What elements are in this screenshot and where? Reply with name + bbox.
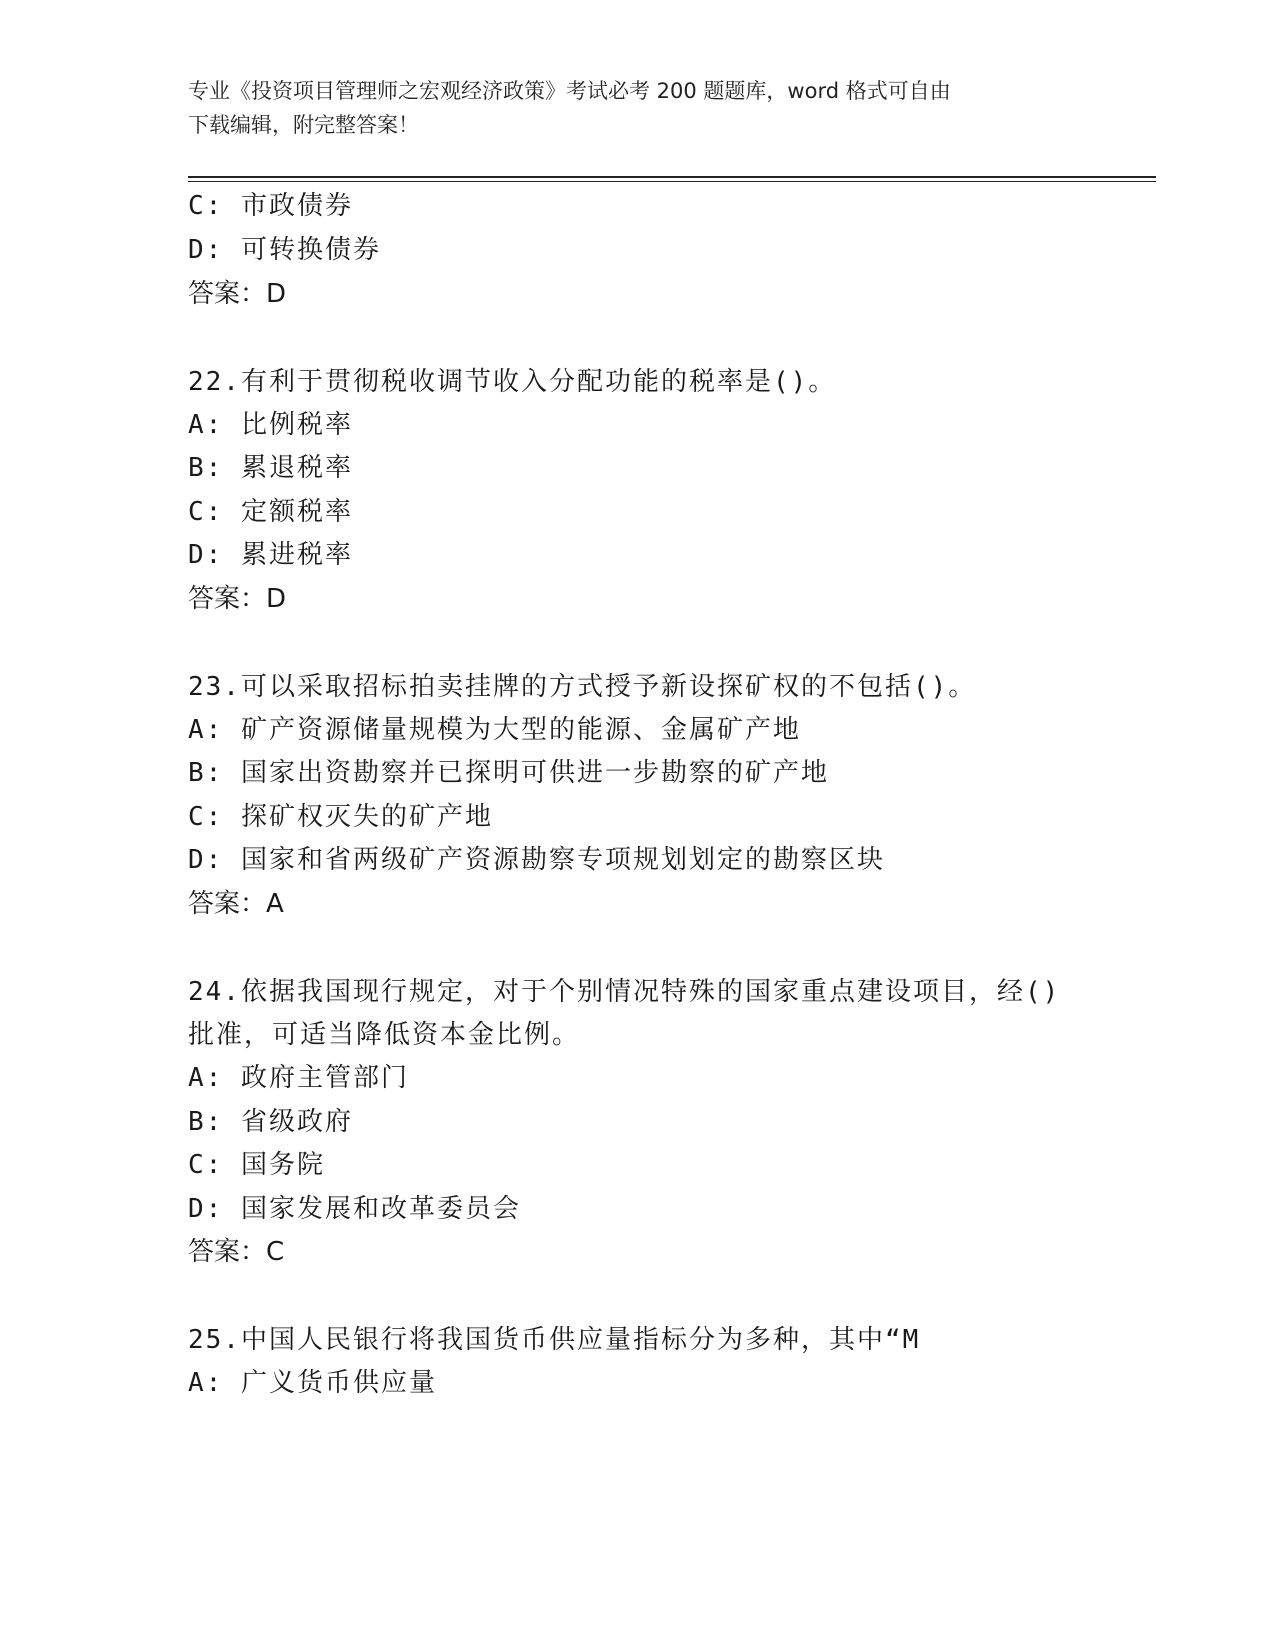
question-text-line-2: 批准，可适当降低资本金比例。 [188,1020,581,1050]
answer: 答案：C [188,1237,285,1267]
answer: 答案：D [188,584,287,614]
option-d: D: 国家发展和改革委员会 [188,1194,521,1224]
option-a: A: 广义货币供应量 [188,1368,437,1398]
question-text: 23.可以采取招标拍卖挂牌的方式授予新设探矿权的不包括()。 [188,672,977,702]
option-b: B: 国家出资勘察并已探明可供进一步勘察的矿产地 [188,758,829,788]
option-c: C: 市政债券 [188,191,353,221]
header-divider-thick [188,176,1156,178]
question-text: 22.有利于贯彻税收调节收入分配功能的税率是()。 [188,367,837,397]
header-line-1: 专业《投资项目管理师之宏观经济政策》考试必考 200 题题库，word 格式可自由 [188,79,951,103]
option-d: D: 可转换债券 [188,235,381,265]
header-line-2: 下载编辑，附完整答案！ [188,113,419,137]
option-c: C: 探矿权灭失的矿产地 [188,802,493,832]
answer: 答案：A [188,889,284,919]
header-divider-thin [188,181,1156,182]
answer: 答案：D [188,279,287,309]
question-text: 25.中国人民银行将我国货币供应量指标分为多种，其中“M [188,1325,921,1355]
option-d: D: 国家和省两级矿产资源勘察专项规划划定的勘察区块 [188,845,885,875]
option-b: B: 省级政府 [188,1107,353,1137]
option-c: C: 定额税率 [188,497,353,527]
option-a: A: 政府主管部门 [188,1063,409,1093]
option-a: A: 比例税率 [188,410,353,440]
question-text-line-1: 24.依据我国现行规定，对于个别情况特殊的国家重点建设项目，经() [188,977,1061,1007]
option-c: C: 国务院 [188,1150,325,1180]
option-a: A: 矿产资源储量规模为大型的能源、金属矿产地 [188,715,801,745]
document-header [188,74,1078,142]
option-b: B: 累退税率 [188,453,353,483]
option-d: D: 累进税率 [188,540,353,570]
